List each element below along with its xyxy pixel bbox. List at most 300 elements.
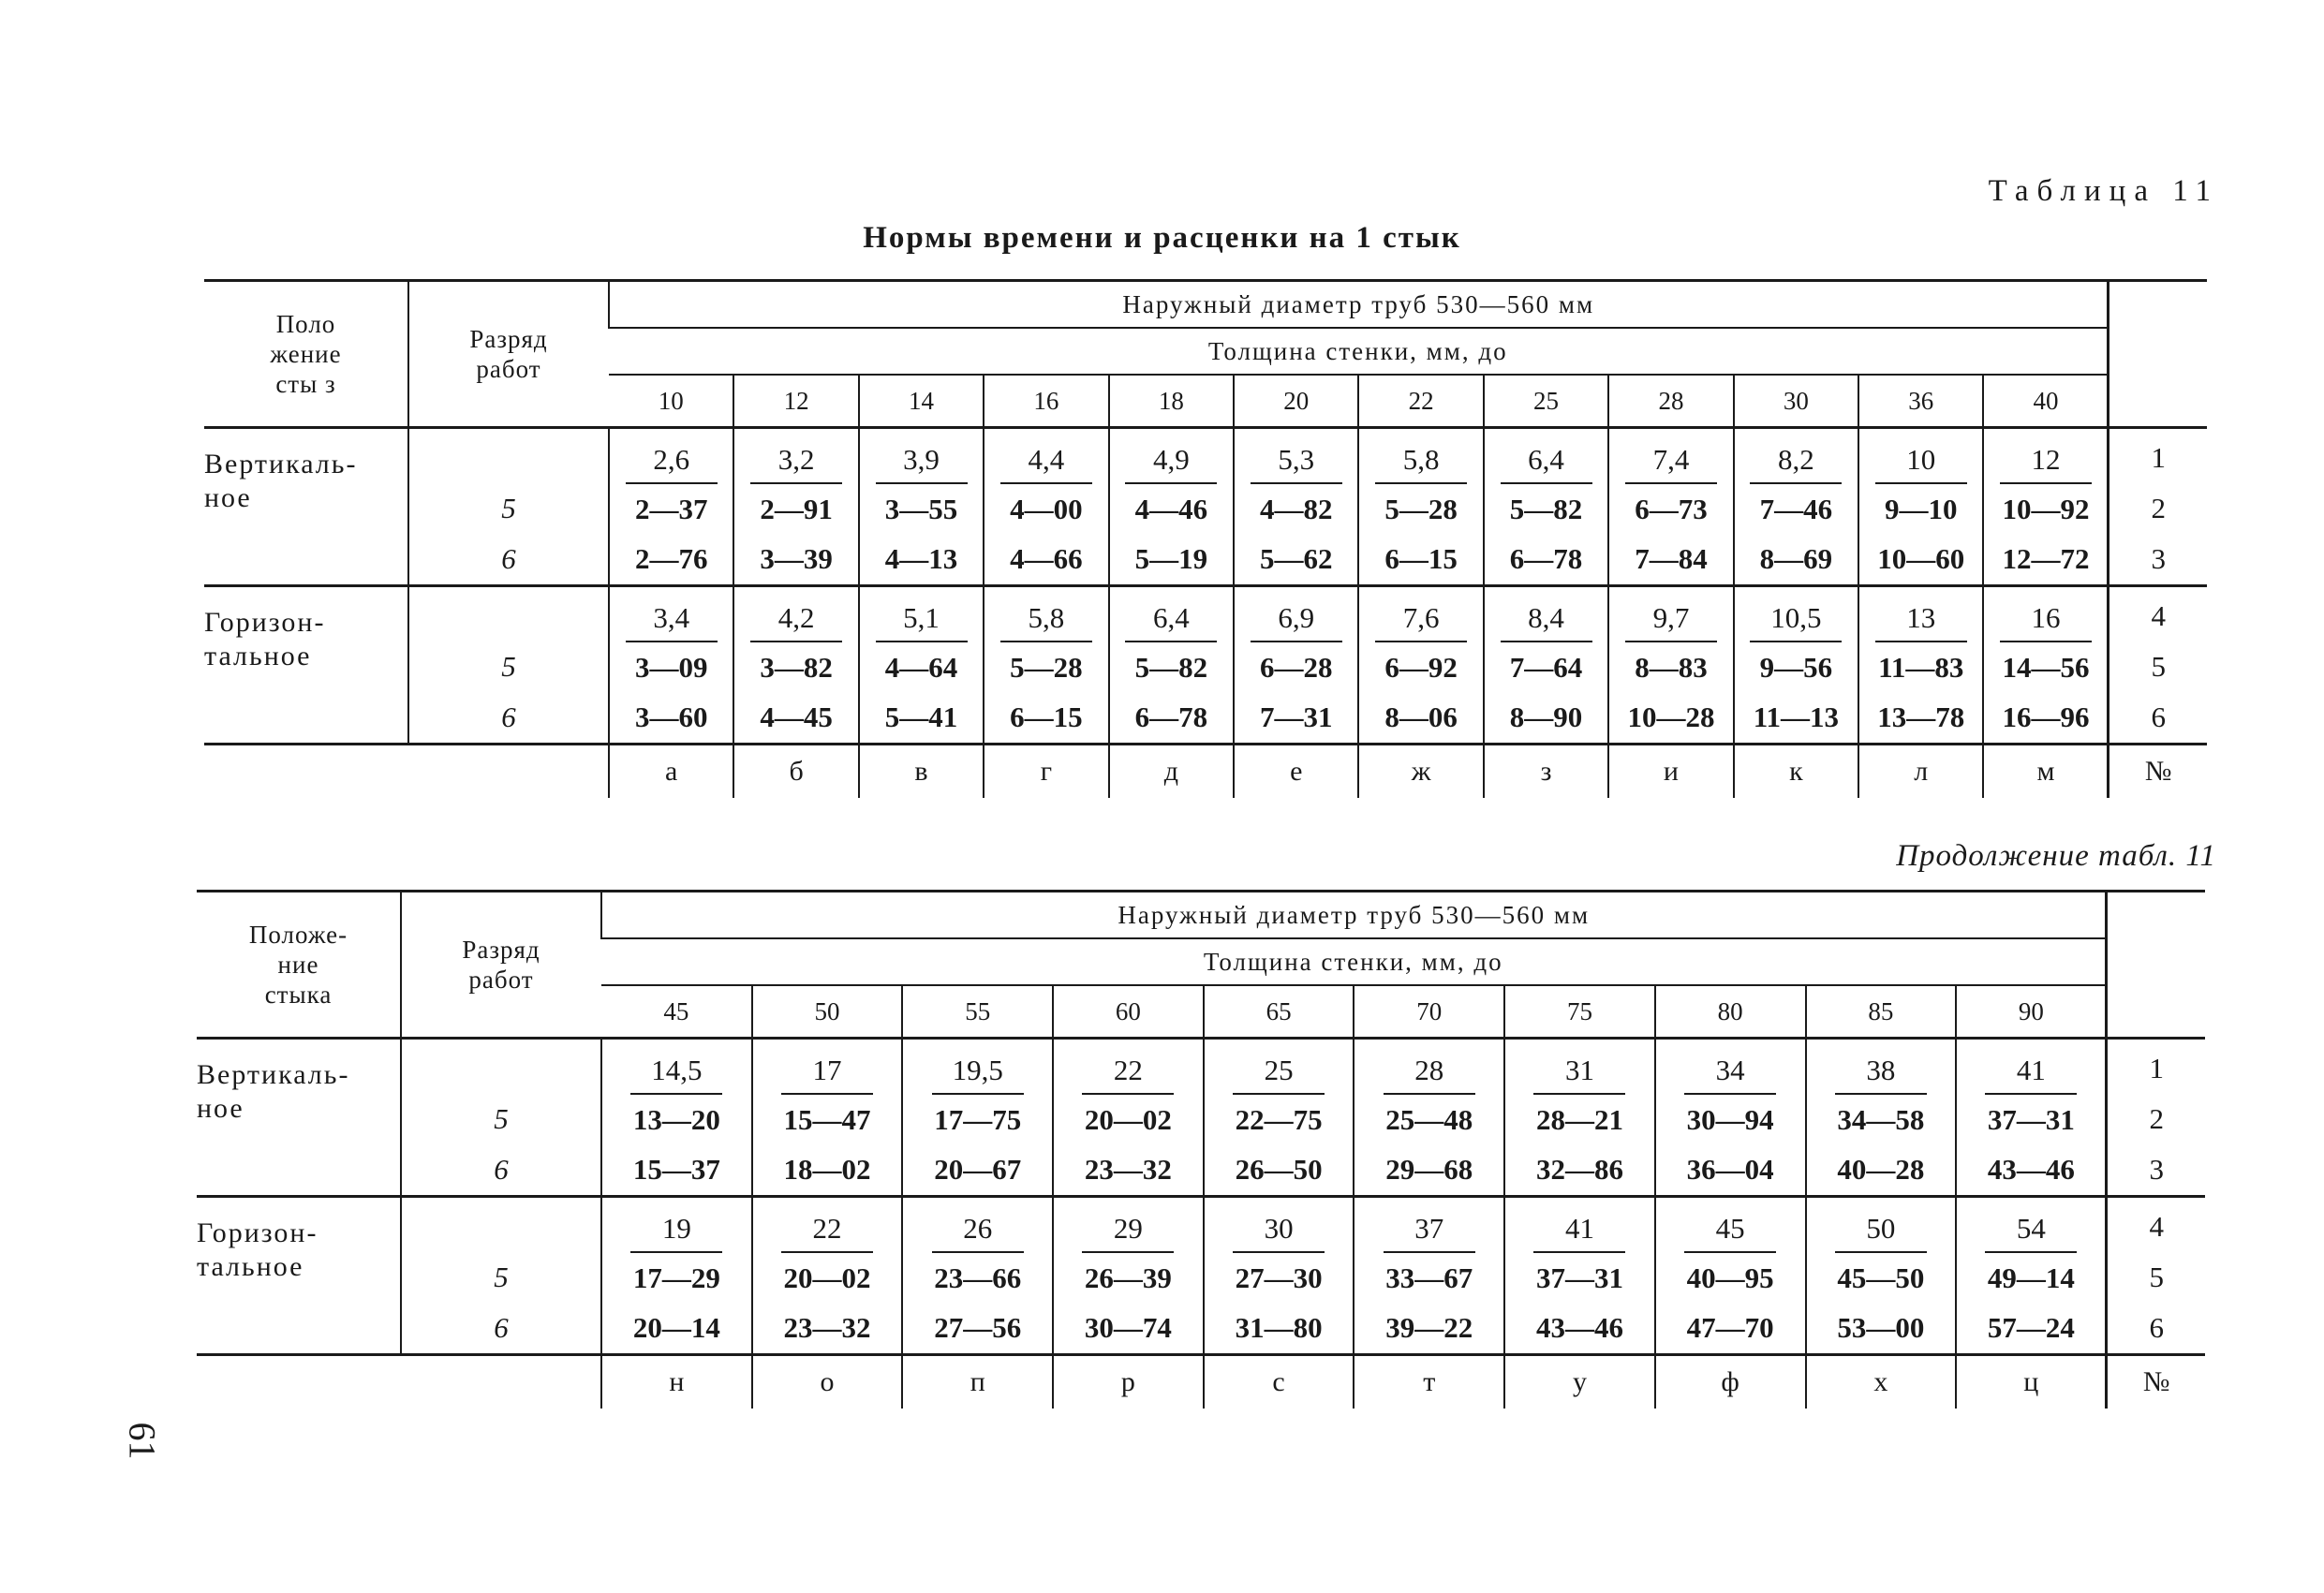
column-letter: ф — [1655, 1355, 1806, 1409]
rate-rank-6: 16—96 — [2002, 701, 2090, 733]
norm-cell — [1358, 428, 1483, 586]
norm-stack — [1359, 588, 1482, 742]
row-number-cell — [2107, 1039, 2205, 1197]
rate-rank-5: 7—64 — [1509, 651, 1583, 684]
rate-rank-5: 3—09 — [634, 651, 708, 684]
norm-stack — [734, 430, 857, 583]
norm-cell — [1109, 586, 1234, 745]
norm-cell — [1354, 1039, 1504, 1197]
norm-cell — [1204, 1197, 1354, 1355]
row-number: 2 — [2149, 1102, 2164, 1135]
time-norm: 5,1 — [876, 597, 968, 642]
rate-rank-5: 5—28 — [1010, 651, 1083, 684]
table-row — [197, 1039, 2205, 1197]
rank-cell — [408, 428, 609, 586]
rate-rank-5: 37—31 — [1987, 1103, 2075, 1136]
thickness-value: 16 — [984, 375, 1108, 428]
norm-cell — [1858, 428, 1983, 586]
time-norm: 38 — [1835, 1050, 1927, 1095]
thickness-value: 12 — [733, 375, 858, 428]
column-letter: в — [859, 745, 984, 799]
column-letter-row — [197, 1355, 2205, 1409]
norm-stack — [602, 1199, 751, 1352]
norm-cell — [733, 586, 858, 745]
norm-cell — [1956, 1197, 2107, 1355]
thickness-value: 10 — [609, 375, 733, 428]
rate-rank-5: 6—73 — [1635, 493, 1708, 525]
rate-rank-6: 23—32 — [783, 1311, 871, 1344]
rate-rank-6: 36—04 — [1686, 1153, 1774, 1186]
column-letter: с — [1204, 1355, 1354, 1409]
thickness-value: 90 — [1956, 985, 2107, 1039]
rate-rank-6: 8—90 — [1509, 701, 1583, 733]
time-norm: 5,3 — [1251, 439, 1342, 484]
time-norm: 28 — [1384, 1050, 1475, 1095]
header-row — [197, 892, 2205, 939]
norm-cell — [1234, 428, 1358, 586]
rate-rank-6: 26—50 — [1235, 1153, 1323, 1186]
thickness-value: 20 — [1234, 375, 1358, 428]
rate-rank-5: 40—95 — [1686, 1261, 1774, 1294]
thickness-value: 30 — [1734, 375, 1858, 428]
time-norm: 6,4 — [1125, 597, 1217, 642]
row-number: 2 — [2151, 492, 2166, 524]
blank-cell — [401, 1355, 601, 1409]
rate-rank-6: 53—00 — [1837, 1311, 1925, 1344]
rate-rank-5: 15—47 — [783, 1103, 871, 1136]
norm-cell — [1608, 586, 1733, 745]
rate-rank-6: 13—78 — [1877, 701, 1965, 733]
norm-cell — [859, 586, 984, 745]
rate-rank-5: 20—02 — [1084, 1103, 1172, 1136]
norm-cell — [1484, 586, 1608, 745]
thickness-value: 75 — [1504, 985, 1655, 1039]
row-number: 3 — [2151, 542, 2166, 575]
norm-stack — [1807, 1040, 1956, 1194]
thickness-value: 80 — [1655, 985, 1806, 1039]
rank-value: 5 — [494, 1261, 509, 1293]
rate-rank-6: 7—31 — [1259, 701, 1333, 733]
table-number-label: Таблица 11 — [1988, 174, 2219, 208]
time-norm: 3,4 — [626, 597, 718, 642]
norm-cell — [984, 586, 1108, 745]
rank-stack — [402, 1040, 600, 1195]
position-column-header: Поло жение сты з — [204, 281, 408, 428]
header-row — [204, 281, 2207, 329]
rate-rank-5: 34—58 — [1837, 1103, 1925, 1136]
rate-rank-5: 2—91 — [760, 493, 833, 525]
time-norm: 5,8 — [1000, 597, 1092, 642]
rate-rank-5: 9—10 — [1885, 493, 1958, 525]
wall-thickness-header: Толщина стенки, мм, до — [609, 328, 2109, 375]
table-title: Нормы времени и расценки на 1 стык — [863, 221, 1461, 255]
time-norm: 54 — [1985, 1208, 2077, 1253]
row-number-stack — [2108, 1041, 2205, 1193]
column-letter: л — [1858, 745, 1983, 799]
norm-stack — [1984, 430, 2107, 583]
rate-rank-5: 11—83 — [1878, 651, 1964, 684]
table-row — [204, 586, 2207, 745]
rate-rank-5: 49—14 — [1987, 1261, 2075, 1294]
row-number: 5 — [2149, 1261, 2164, 1293]
row-number: 4 — [2149, 1210, 2164, 1243]
time-norm: 9,7 — [1625, 597, 1717, 642]
row-number: 3 — [2149, 1153, 2164, 1186]
row-number-column-header — [2107, 892, 2205, 1039]
rate-rank-6: 39—22 — [1385, 1311, 1473, 1344]
column-letter: д — [1109, 745, 1234, 799]
norm-stack — [1054, 1040, 1203, 1194]
row-number-stack — [2109, 431, 2207, 583]
norms-table-part-2 — [197, 890, 2205, 1409]
row-number-cell — [2109, 586, 2207, 745]
norm-stack — [1957, 1040, 2105, 1194]
rate-rank-5: 7—46 — [1759, 493, 1833, 525]
column-letter-row — [204, 745, 2207, 799]
rank-column-header: Разряд работ — [408, 281, 609, 428]
norm-cell — [1956, 1039, 2107, 1197]
time-norm: 4,4 — [1000, 439, 1092, 484]
column-letter: х — [1806, 1355, 1957, 1409]
norm-stack — [1485, 588, 1607, 742]
norm-stack — [1609, 588, 1732, 742]
norm-stack — [1957, 1199, 2105, 1352]
thickness-value: 85 — [1806, 985, 1957, 1039]
row-number-column-header — [2109, 281, 2207, 428]
rate-rank-5: 22—75 — [1235, 1103, 1323, 1136]
norm-cell — [1806, 1039, 1957, 1197]
time-norm: 22 — [781, 1208, 873, 1253]
norms-table-part-1 — [204, 279, 2207, 798]
rate-rank-5: 4—64 — [884, 651, 958, 684]
norm-stack — [1054, 1199, 1203, 1352]
rate-rank-6: 7—84 — [1635, 542, 1708, 575]
thickness-value: 45 — [601, 985, 752, 1039]
rate-rank-5: 3—55 — [884, 493, 958, 525]
rank-value: 6 — [494, 1311, 509, 1344]
norm-stack — [984, 588, 1107, 742]
rate-rank-5: 26—39 — [1084, 1261, 1172, 1294]
rate-rank-5: 5—28 — [1384, 493, 1458, 525]
thickness-value: 50 — [752, 985, 903, 1039]
rate-rank-6: 4—66 — [1010, 542, 1083, 575]
rank-column-header: Разряд работ — [401, 892, 601, 1039]
column-letter: т — [1354, 1355, 1504, 1409]
blank-cell — [204, 745, 408, 799]
blank-cell — [197, 1355, 401, 1409]
norm-cell — [1608, 428, 1733, 586]
rate-rank-6: 5—41 — [884, 701, 958, 733]
norm-stack — [1609, 430, 1732, 583]
rate-rank-6: 43—46 — [1535, 1311, 1623, 1344]
norm-stack — [1984, 588, 2107, 742]
time-norm: 7,4 — [1625, 439, 1717, 484]
rank-cell — [401, 1197, 601, 1355]
rate-rank-6: 6—15 — [1384, 542, 1458, 575]
row-number: 6 — [2149, 1311, 2164, 1344]
thickness-value: 40 — [1983, 375, 2109, 428]
time-norm: 29 — [1082, 1208, 1174, 1253]
diameter-header: Наружный диаметр труб 530—560 мм — [601, 892, 2107, 939]
norm-cell — [609, 428, 733, 586]
norm-cell — [1734, 586, 1858, 745]
rate-rank-5: 14—56 — [2002, 651, 2090, 684]
norm-cell — [1484, 428, 1608, 586]
time-norm: 37 — [1384, 1208, 1475, 1253]
norm-stack — [1656, 1040, 1805, 1194]
rank-value: 5 — [501, 492, 516, 524]
time-norm: 7,6 — [1375, 597, 1467, 642]
rate-rank-6: 4—45 — [760, 701, 833, 733]
norm-cell — [752, 1039, 903, 1197]
rate-rank-6: 8—69 — [1759, 542, 1833, 575]
time-norm: 6,4 — [1501, 439, 1592, 484]
norm-stack — [860, 430, 983, 583]
time-norm: 13 — [1875, 597, 1967, 642]
rate-rank-6: 57—24 — [1987, 1311, 2075, 1344]
rate-rank-6: 10—28 — [1627, 701, 1715, 733]
rate-rank-5: 13—20 — [632, 1103, 720, 1136]
rate-rank-5: 9—56 — [1759, 651, 1833, 684]
rate-rank-5: 45—50 — [1837, 1261, 1925, 1294]
rate-rank-5: 5—82 — [1509, 493, 1583, 525]
norm-cell — [1655, 1039, 1806, 1197]
norm-stack — [1859, 430, 1982, 583]
norm-stack — [1485, 430, 1607, 583]
rank-value: 5 — [501, 650, 516, 683]
norm-stack — [610, 430, 733, 583]
rate-rank-5: 25—48 — [1385, 1103, 1473, 1136]
norm-cell — [984, 428, 1108, 586]
rate-rank-6: 27—56 — [934, 1311, 1022, 1344]
norm-stack — [1656, 1199, 1805, 1352]
rate-rank-6: 3—60 — [634, 701, 708, 733]
time-norm: 3,9 — [876, 439, 968, 484]
rate-rank-5: 2—37 — [634, 493, 708, 525]
thickness-value: 55 — [902, 985, 1053, 1039]
norm-stack — [1110, 430, 1233, 583]
time-norm: 41 — [1985, 1050, 2077, 1095]
column-letter: н — [601, 1355, 752, 1409]
column-letter: ж — [1358, 745, 1483, 799]
time-norm: 16 — [2000, 597, 2092, 642]
rate-rank-6: 12—72 — [2002, 542, 2090, 575]
thickness-value: 60 — [1053, 985, 1204, 1039]
row-number-cell — [2109, 428, 2207, 586]
time-norm: 17 — [781, 1050, 873, 1095]
norm-cell — [1354, 1197, 1504, 1355]
time-norm: 3,2 — [750, 439, 842, 484]
row-number: 6 — [2151, 701, 2166, 733]
rank-value: 5 — [494, 1102, 509, 1135]
norm-cell — [1358, 586, 1483, 745]
rank-stack — [402, 1198, 600, 1353]
rate-rank-5: 17—75 — [934, 1103, 1022, 1136]
time-norm: 19,5 — [932, 1050, 1024, 1095]
time-norm: 10 — [1875, 439, 1967, 484]
rate-rank-6: 2—76 — [634, 542, 708, 575]
blank-cell — [408, 745, 609, 799]
time-norm: 2,6 — [626, 439, 718, 484]
time-norm: 30 — [1233, 1208, 1325, 1253]
wall-thickness-header: Толщина стенки, мм, до — [601, 938, 2107, 985]
norm-cell — [609, 586, 733, 745]
rate-rank-6: 47—70 — [1686, 1311, 1774, 1344]
row-number: 1 — [2149, 1052, 2164, 1084]
time-norm: 19 — [630, 1208, 722, 1253]
norm-cell — [1204, 1039, 1354, 1197]
time-norm: 8,4 — [1501, 597, 1592, 642]
diameter-header: Наружный диаметр труб 530—560 мм — [609, 281, 2109, 329]
rate-rank-5: 10—92 — [2002, 493, 2090, 525]
norm-cell — [1234, 586, 1358, 745]
norm-stack — [903, 1199, 1052, 1352]
rate-rank-5: 20—02 — [783, 1261, 871, 1294]
norm-cell — [601, 1039, 752, 1197]
time-norm: 25 — [1233, 1050, 1325, 1095]
joint-position: Вертикаль- ное — [197, 1039, 401, 1197]
norm-cell — [1053, 1039, 1204, 1197]
joint-position: Вертикаль- ное — [204, 428, 408, 586]
norm-stack — [1505, 1040, 1654, 1194]
rate-rank-5: 4—46 — [1134, 493, 1208, 525]
norm-cell — [1734, 428, 1858, 586]
rank-value: 6 — [501, 542, 516, 575]
rate-rank-5: 3—82 — [760, 651, 833, 684]
time-norm: 10,5 — [1750, 597, 1842, 642]
norm-stack — [903, 1040, 1052, 1194]
joint-position: Горизон- тальное — [197, 1197, 401, 1355]
rate-rank-6: 8—06 — [1384, 701, 1458, 733]
column-letter: о — [752, 1355, 903, 1409]
rate-rank-6: 43—46 — [1987, 1153, 2075, 1186]
rank-cell — [401, 1039, 601, 1197]
time-norm: 4,2 — [750, 597, 842, 642]
column-letter: а — [609, 745, 733, 799]
time-norm: 6,9 — [1251, 597, 1342, 642]
rate-rank-6: 30—74 — [1084, 1311, 1172, 1344]
norm-cell — [1983, 428, 2109, 586]
rate-rank-6: 5—62 — [1259, 542, 1333, 575]
norm-stack — [1359, 430, 1482, 583]
norm-cell — [733, 428, 858, 586]
time-norm: 5,8 — [1375, 439, 1467, 484]
rate-rank-5: 28—21 — [1535, 1103, 1623, 1136]
rate-rank-5: 23—66 — [934, 1261, 1022, 1294]
table-row — [197, 1197, 2205, 1355]
norm-stack — [610, 588, 733, 742]
rate-rank-6: 4—13 — [884, 542, 958, 575]
norm-stack — [1235, 430, 1357, 583]
rate-rank-6: 29—68 — [1385, 1153, 1473, 1186]
column-letter: б — [733, 745, 858, 799]
rank-cell — [408, 586, 609, 745]
time-norm: 14,5 — [630, 1050, 722, 1095]
norm-cell — [1983, 586, 2109, 745]
position-column-header: Положе- ние стыка — [197, 892, 401, 1039]
norm-cell — [1504, 1039, 1655, 1197]
norm-stack — [1235, 588, 1357, 742]
norm-cell — [1806, 1197, 1957, 1355]
column-letter: м — [1983, 745, 2109, 799]
time-norm: 8,2 — [1750, 439, 1842, 484]
rate-rank-6: 6—78 — [1134, 701, 1208, 733]
rate-rank-5: 5—82 — [1134, 651, 1208, 684]
norm-cell — [752, 1197, 903, 1355]
rate-rank-6: 31—80 — [1235, 1311, 1323, 1344]
row-number: 4 — [2151, 599, 2166, 632]
column-letter: у — [1504, 1355, 1655, 1409]
rate-rank-6: 20—14 — [632, 1311, 720, 1344]
table-row — [204, 428, 2207, 586]
rate-rank-6: 3—39 — [760, 542, 833, 575]
time-norm: 45 — [1684, 1208, 1776, 1253]
norm-cell — [902, 1039, 1053, 1197]
norm-cell — [1053, 1197, 1204, 1355]
rate-rank-6: 23—32 — [1084, 1153, 1172, 1186]
time-norm: 26 — [932, 1208, 1024, 1253]
thickness-value: 70 — [1354, 985, 1504, 1039]
rate-rank-6: 40—28 — [1837, 1153, 1925, 1186]
norm-stack — [1110, 588, 1233, 742]
joint-position: Горизон- тальное — [204, 586, 408, 745]
thickness-value: 65 — [1204, 985, 1354, 1039]
continuation-caption: Продолжение табл. 11 — [1896, 839, 2216, 873]
norm-stack — [734, 588, 857, 742]
time-norm: 4,9 — [1125, 439, 1217, 484]
rank-stack — [409, 429, 608, 584]
rate-rank-5: 6—28 — [1259, 651, 1333, 684]
time-norm: 41 — [1533, 1208, 1625, 1253]
rate-rank-5: 33—67 — [1385, 1261, 1473, 1294]
number-sign: № — [2109, 745, 2207, 799]
column-letter: г — [984, 745, 1108, 799]
time-norm: 31 — [1533, 1050, 1625, 1095]
page-number: 61 — [121, 1422, 164, 1460]
norm-cell — [1109, 428, 1234, 586]
thickness-value: 22 — [1358, 375, 1483, 428]
rate-rank-5: 6—92 — [1384, 651, 1458, 684]
column-letter: р — [1053, 1355, 1204, 1409]
rate-rank-6: 10—60 — [1877, 542, 1965, 575]
column-letter: е — [1234, 745, 1358, 799]
row-number: 5 — [2151, 650, 2166, 683]
norm-stack — [1205, 1040, 1354, 1194]
norm-stack — [753, 1040, 902, 1194]
rate-rank-6: 5—19 — [1134, 542, 1208, 575]
norm-stack — [984, 430, 1107, 583]
row-number-stack — [2109, 589, 2207, 741]
rate-rank-6: 32—86 — [1535, 1153, 1623, 1186]
rate-rank-5: 30—94 — [1686, 1103, 1774, 1136]
rate-rank-6: 6—78 — [1509, 542, 1583, 575]
column-letter: ц — [1956, 1355, 2107, 1409]
norm-stack — [1735, 430, 1858, 583]
rate-rank-5: 4—82 — [1259, 493, 1333, 525]
row-number: 1 — [2151, 441, 2166, 474]
rank-value: 6 — [494, 1153, 509, 1186]
norm-stack — [602, 1040, 751, 1194]
thickness-value: 25 — [1484, 375, 1608, 428]
thickness-value: 28 — [1608, 375, 1733, 428]
time-norm: 50 — [1835, 1208, 1927, 1253]
column-letter: п — [902, 1355, 1053, 1409]
norm-stack — [1807, 1199, 1956, 1352]
norm-cell — [902, 1197, 1053, 1355]
norm-stack — [1205, 1199, 1354, 1352]
rate-rank-5: 37—31 — [1535, 1261, 1623, 1294]
rate-rank-6: 18—02 — [783, 1153, 871, 1186]
